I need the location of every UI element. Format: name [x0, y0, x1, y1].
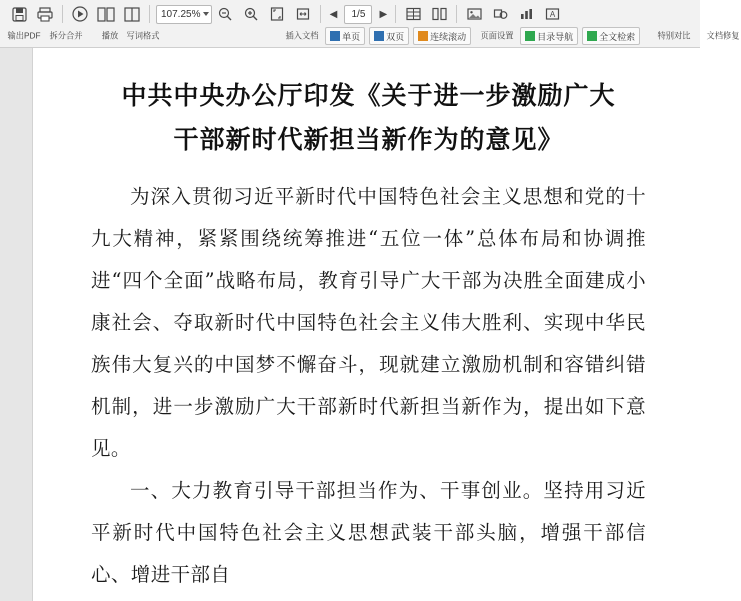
chip-double-page[interactable]	[369, 27, 409, 45]
insert-text-button[interactable]	[284, 31, 320, 41]
format-brush-label: 写词格式	[126, 31, 160, 41]
bookmark-icon	[525, 31, 535, 41]
toolbar-separator	[395, 5, 396, 23]
document-paragraph-1: 为深入贯彻习近平新时代中国特色社会主义思想和党的十九大精神，紧紧围绕统筹推进“五位一体”总体布局和协调推进“四个全面”战略布局，教育引导广大干部为决胜全面建成小康社会、夺取新时代中国特色社会主义伟大胜利、实现中华民族伟大复兴的中国梦不懈奋斗，现就建立激励机制和容错纠错机制，进一步激励广大干部新时代新担当新作为，提出如下意见。	[91, 185, 646, 460]
chip-double-page-label: 双页	[386, 31, 405, 42]
document-title-line2: 干部新时代新担当新作为的意见》	[173, 125, 564, 154]
play-circle-icon[interactable]	[69, 3, 91, 25]
toolbar	[0, 0, 740, 48]
chevron-down-icon[interactable]	[203, 12, 209, 16]
chip-full-text[interactable]	[582, 27, 640, 45]
export-pdf-button[interactable]	[6, 31, 42, 41]
fit-page-icon[interactable]	[266, 3, 288, 25]
full-text-search-icon	[587, 31, 597, 41]
page-layout-icon[interactable]	[95, 3, 117, 25]
thumbnail-sidebar[interactable]	[0, 48, 33, 601]
next-page-button[interactable]: ▶	[379, 8, 388, 20]
zoom-in-icon[interactable]	[240, 3, 262, 25]
document-paragraph-2: 一、大力教育引导干部担当作为、干事创业。坚持用习近平新时代中国特色社会主义思想武装干部头脑，增强干部信心、增进干部自	[91, 479, 646, 586]
doc-repair-button[interactable]	[705, 31, 741, 41]
print-icon[interactable]	[34, 3, 56, 25]
chip-bookmark[interactable]	[520, 27, 578, 45]
save-icon[interactable]	[8, 3, 30, 25]
toolbar-separator	[320, 5, 321, 23]
doc-repair-label: 文档修复	[706, 31, 740, 41]
toolbar-bottom-row	[0, 26, 740, 46]
page-setup-button[interactable]	[479, 31, 515, 41]
chip-full-text-label: 全文检索	[599, 31, 636, 42]
continuous-scroll-icon	[418, 31, 428, 41]
toolbar-separator	[62, 5, 63, 23]
fit-width-icon[interactable]	[292, 3, 314, 25]
toolbar-separator	[149, 5, 150, 23]
page-title	[91, 74, 646, 162]
export-pdf-label: 输出PDF	[7, 31, 41, 41]
double-page-icon	[374, 31, 384, 41]
toolbar-file-group	[6, 2, 58, 26]
insert-text-label: 插入文档	[285, 31, 319, 41]
page-indicator[interactable]: 1/5	[344, 5, 372, 24]
split-merge-button[interactable]	[48, 31, 84, 41]
toolbar-separator	[456, 5, 457, 23]
play-button[interactable]	[101, 31, 119, 41]
zoom-level-value: 107.25%	[161, 8, 201, 20]
columns-icon[interactable]	[428, 3, 450, 25]
chip-bookmark-label: 目录导航	[537, 31, 574, 42]
compare-button[interactable]	[656, 31, 692, 41]
image-icon[interactable]	[463, 3, 485, 25]
compare-label: 特别对比	[657, 31, 691, 41]
svg-text:A: A	[549, 10, 556, 19]
text-box-icon[interactable]	[541, 3, 563, 25]
split-merge-label: 拆分合并	[49, 31, 83, 41]
format-brush-button[interactable]	[125, 31, 161, 41]
chip-single-page[interactable]	[325, 27, 365, 45]
document-title-line1: 中共中央办公厅印发《关于进一步激励广大	[121, 81, 616, 110]
chip-single-page-label: 单页	[342, 31, 361, 42]
single-page-icon	[330, 31, 340, 41]
prev-page-button[interactable]: ◀	[329, 8, 338, 20]
page-setup-label: 页面设置	[480, 31, 514, 41]
chart-icon[interactable]	[515, 3, 537, 25]
toolbar-view-group	[67, 2, 145, 26]
chip-continuous[interactable]	[413, 27, 471, 45]
zoom-out-icon[interactable]	[214, 3, 236, 25]
reading-layout-icon[interactable]	[121, 3, 143, 25]
shape-icon[interactable]	[489, 3, 511, 25]
toolbar-top-row	[0, 2, 700, 26]
play-label: 播放	[101, 31, 119, 41]
table-icon[interactable]	[402, 3, 424, 25]
document-area	[0, 48, 700, 601]
document-page	[33, 48, 700, 601]
chip-continuous-label: 连续滚动	[430, 31, 467, 42]
zoom-level-select[interactable]	[156, 5, 212, 24]
